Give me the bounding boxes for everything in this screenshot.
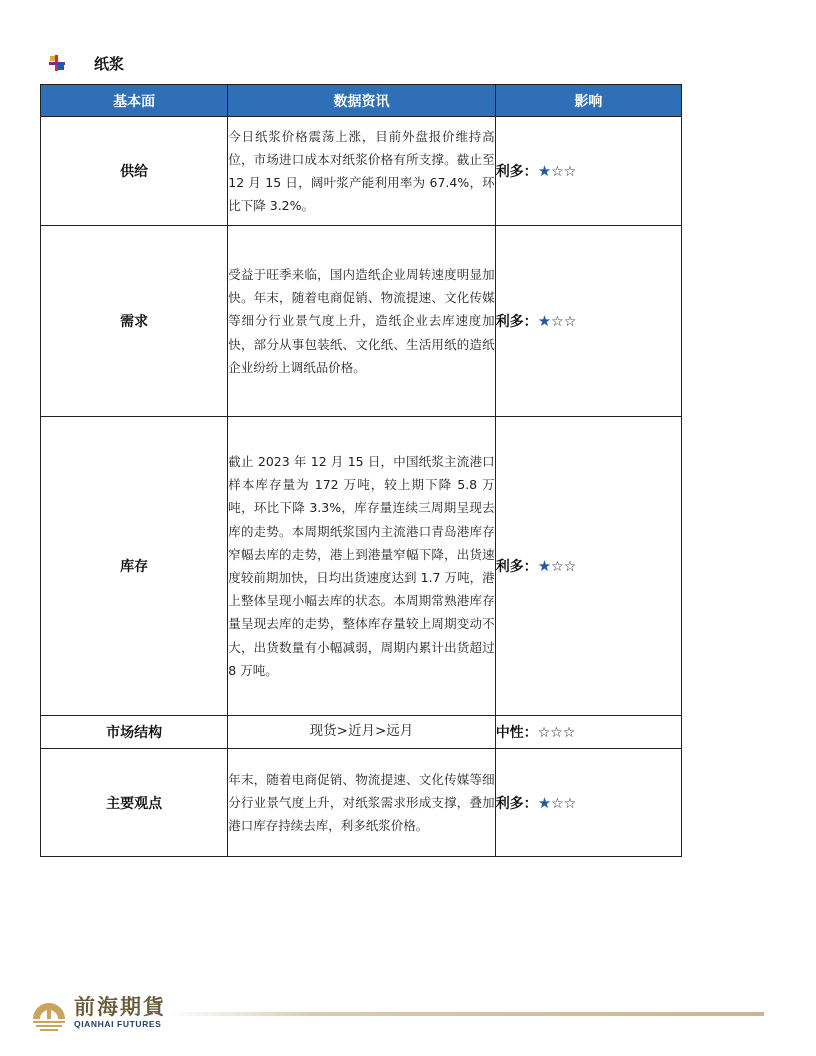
- star-empty-icon: ☆☆☆: [537, 725, 576, 741]
- star-filled-icon: ★: [537, 557, 552, 575]
- table-row: [41, 226, 682, 417]
- logo-emblem-icon: [30, 993, 68, 1031]
- row-info: 今日纸浆价格震荡上涨，目前外盘报价维持高位，市场进口成本对纸浆价格有所支撑。截止至 12 月 15 日，阔叶浆产能利用率为 67.4%，环比下降 3.2%。: [228, 117, 495, 226]
- impact-label: 利多：: [495, 314, 538, 330]
- row-impact: [495, 749, 681, 857]
- row-info: 年末，随着电商促销、物流提速、文化传媒等细分行业景气度上升，对纸浆需求形成支撑，叠加港口库存持续去库，利多纸浆价格。: [228, 749, 495, 857]
- row-factor: 市场结构: [41, 716, 228, 749]
- row-info: 受益于旺季来临，国内造纸企业周转速度明显加快。年末，随着电商促销、物流提速、文化传媒等细分行业景气度上升，造纸企业去库速度加快，部分从事包装纸、文化纸、生活用纸的造纸企业纷纷上调纸品价格。: [228, 226, 495, 417]
- star-empty-icon: ☆☆: [551, 795, 577, 812]
- logo-chinese-name: 前海期貨: [74, 994, 166, 1019]
- impact-label: 利多：: [495, 559, 538, 575]
- row-factor: 库存: [41, 417, 228, 716]
- company-logo: [30, 993, 166, 1031]
- section-title: [48, 52, 124, 74]
- impact-label: 利多：: [495, 795, 538, 812]
- header-fundamentals: 基本面: [41, 85, 228, 117]
- table-row: [41, 117, 682, 226]
- table-row: [41, 417, 682, 716]
- bullet-cross-icon: [48, 54, 66, 72]
- fundamentals-table: [40, 84, 682, 857]
- row-factor: 需求: [41, 226, 228, 417]
- logo-english-name: QIANHAI FUTURES: [74, 1019, 162, 1029]
- header-impact: 影响: [495, 85, 681, 117]
- star-filled-icon: ★: [537, 793, 552, 812]
- header-data-info: 数据资讯: [228, 85, 495, 117]
- table-header-row: [41, 85, 682, 117]
- footer-divider: [168, 1012, 764, 1016]
- row-impact: [495, 716, 681, 749]
- row-impact: [495, 117, 681, 226]
- table-row: [41, 749, 682, 857]
- section-label: 纸浆: [94, 54, 125, 73]
- table-row: [41, 716, 682, 749]
- row-impact: [495, 226, 681, 417]
- impact-label: 中性：: [495, 725, 538, 741]
- row-factor: 主要观点: [41, 749, 228, 857]
- row-info: 截止 2023 年 12 月 15 日，中国纸浆主流港口样本库存量为 172 万吨，较上期下降 5.8 万吨，环比下降 3.3%，库存量连续三周期呈现去库的走势。本周期纸浆国内主流港口青岛港库存窄幅去库的走势，港上到港量窄幅下降，出货速度较前期加快，日均出货速度达到 1.7 万吨，港上整体呈现小幅去库的状态。本周期常熟港库存量呈现去库的走势，整体库存量较上周期变动不大，出货数量有小幅减弱，周期内累计出货超过 8 万吨。: [228, 417, 495, 716]
- star-empty-icon: ☆☆: [551, 559, 577, 575]
- row-info: 现货>近月>远月: [228, 716, 495, 749]
- star-empty-icon: ☆☆: [551, 164, 577, 180]
- star-filled-icon: ★: [537, 312, 552, 330]
- star-filled-icon: ★: [537, 162, 552, 180]
- row-factor: 供给: [41, 117, 228, 226]
- row-impact: [495, 417, 681, 716]
- star-empty-icon: ☆☆: [551, 314, 577, 330]
- impact-label: 利多：: [495, 164, 538, 180]
